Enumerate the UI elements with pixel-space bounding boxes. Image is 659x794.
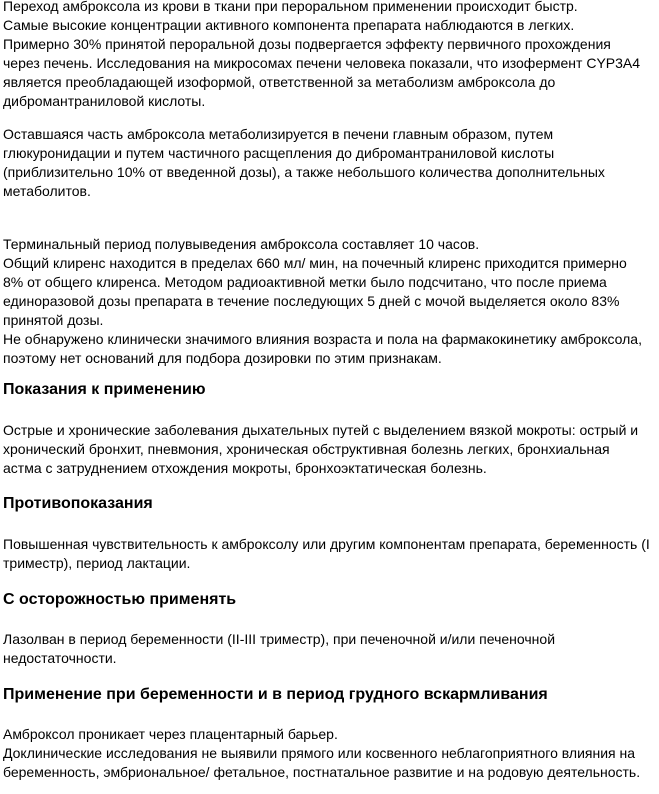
text-line: дибромантраниловой кислоты. <box>3 93 206 109</box>
text-line: Доклинические исследования не выявили прямого или косвенного неблагоприятного влияния на <box>3 745 636 761</box>
text-line: триместр), период лактации. <box>3 555 191 571</box>
text-line: Примерно 30% принятой пероральной дозы подвергается эффекту первичного прохождения <box>3 36 611 52</box>
caution-heading: С осторожностью применять <box>3 591 237 608</box>
contraindications-paragraph <box>3 535 650 573</box>
text-line: Не обнаружено клинически значимого влияния возраста и пола на фармакокинетику амброксола, <box>3 331 642 347</box>
text-line: является преобладающей изоформой, ответственной за метаболизм амброксола до <box>3 74 556 90</box>
text-line: Переход амброксола из крови в ткани при пероральном применении происходит быстр. <box>3 0 578 14</box>
text-line: Амброксол проникает через плацентарный барьер. <box>3 726 338 742</box>
text-line: поэтому нет оснований для подбора дозировки по этим признакам. <box>3 350 442 366</box>
pharmacokinetics-paragraph-elimination <box>3 235 642 368</box>
text-line: Повышенная чувствительность к амброксолу или другим компонентам препарата, беременность (I <box>3 536 650 552</box>
caution-paragraph <box>3 630 555 668</box>
text-line: Лазолван в период беременности (II-III триместр), при печеночной и/или печеночной <box>3 631 556 647</box>
text-line: астма с затруднением отхождения мокроты, бронхоэктатическая болезнь. <box>3 460 487 476</box>
text-line: Оставшаяся часть амброксола метаболизируется в печени главным образом, путем <box>3 126 554 142</box>
pregnancy-heading: Применение при беременности и в период грудного вскармливания <box>3 686 548 703</box>
text-line: единоразовой дозы препарата в течение последующих 5 дней с мочой выделяется около 83% <box>3 293 620 309</box>
text-line: метаболитов. <box>3 183 91 199</box>
text-line: Самые высокие концентрации активного компонента препарата наблюдаются в легких. <box>3 17 575 33</box>
contraindications-heading: Противопоказания <box>3 495 153 512</box>
text-line: хронический бронхит, пневмония, хроническая обструктивная болезнь легких, бронхиальная <box>3 441 610 457</box>
text-line: недостаточности. <box>3 650 117 666</box>
pharmacokinetics-paragraph-absorption <box>3 0 640 111</box>
pregnancy-paragraph <box>3 725 640 782</box>
text-line: глюкуронидации и путем частичного расщепления до дибромантраниловой кислоты <box>3 145 555 161</box>
indications-paragraph <box>3 421 638 478</box>
text-line: Терминальный период полувыведения амброксола составляет 10 часов. <box>3 236 480 252</box>
indications-heading: Показания к применению <box>3 381 206 398</box>
text-line: беременность, эмбриональное/ фетальное, постнатальное развитие и на родовую деятельность. <box>3 764 641 780</box>
text-line: 8% от общего клиренса. Методом радиоактивной метки было подсчитано, что после приема <box>3 274 607 290</box>
text-line: принятой дозы. <box>3 312 104 328</box>
text-line: через печень. Исследования на микросомах печени человека показали, что изофермент CYP3A4 <box>3 55 641 71</box>
text-line: (приблизительно 10% от введенной дозы), а также небольшого количества дополнительных <box>3 164 605 180</box>
text-line: Общий клиренс находится в пределах 660 мл/ мин, на почечный клиренс приходится примерно <box>3 255 627 271</box>
pharmacokinetics-paragraph-metabolism <box>3 125 605 201</box>
text-line: Острые и хронические заболевания дыхательных путей с выделением вязкой мокроты: острый и <box>3 422 639 438</box>
